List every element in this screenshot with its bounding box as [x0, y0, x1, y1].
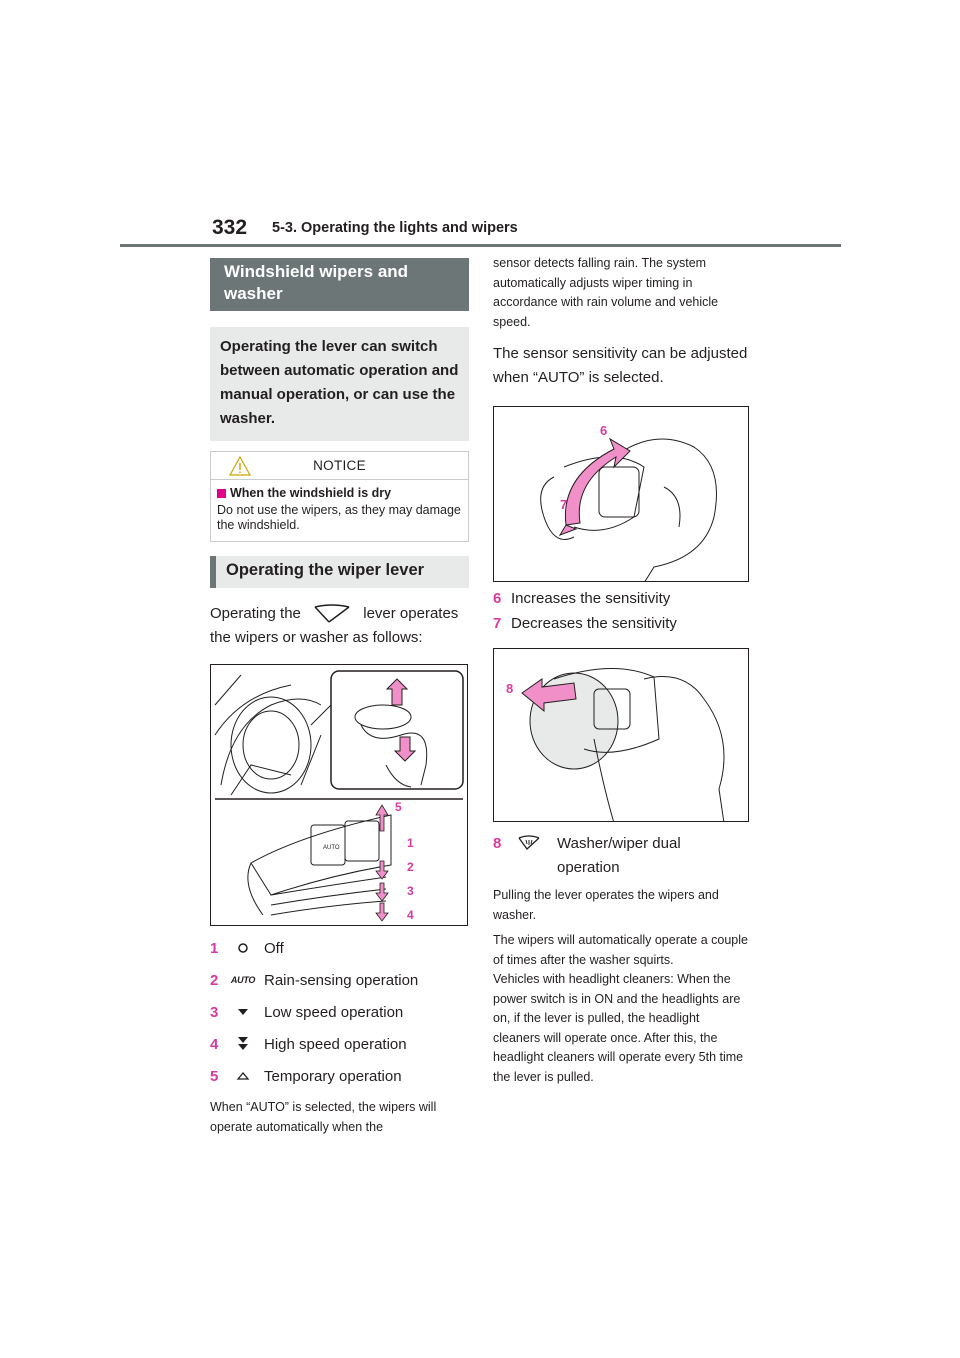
washer-figure	[493, 648, 749, 822]
list-item: 3 Low speed operation	[210, 1003, 404, 1021]
header-rule	[120, 244, 841, 247]
auto-operate-text: The wipers will automatically operate a couple of times after the washer squirts.	[493, 933, 748, 967]
page-number: 332	[212, 216, 248, 239]
main-heading: Windshield wipers and washer	[210, 258, 469, 311]
off-circle-icon	[228, 942, 258, 954]
list-item: 7 Decreases the sensitivity	[493, 615, 677, 632]
list-item-washer: 8 Washer/wiper dual operation	[493, 832, 749, 880]
list-item: 4 High speed operation	[210, 1035, 407, 1053]
intro-paragraph: Operating the lever operates the wipers or washer as follows:	[210, 605, 459, 646]
high-speed-icon	[228, 1036, 258, 1052]
sensitivity-figure	[493, 406, 749, 582]
list-item: 6 Increases the sensitivity	[493, 590, 671, 607]
page-header	[0, 0, 960, 250]
washer-wiper-icon	[511, 832, 547, 852]
sensitivity-paragraph: The sensor sensitivity can be adjusted when “AUTO” is selected.	[493, 345, 748, 386]
notice-label: NOTICE	[313, 458, 366, 473]
list-item: 2 AUTO Rain-sensing operation	[210, 971, 419, 989]
figure-label-2: 2	[407, 860, 414, 874]
wiper-icon	[309, 603, 355, 625]
figure-label-1: 1	[407, 836, 414, 850]
sensitivity-illustration	[494, 407, 749, 582]
sensitivity-list	[493, 586, 749, 636]
low-speed-icon	[228, 1007, 258, 1017]
mode-list	[210, 932, 469, 1092]
figure-label-4: 4	[407, 908, 414, 922]
notice-subtitle: When the windshield is dry	[230, 486, 392, 500]
figure-label-3: 3	[407, 884, 414, 898]
section-title: 5-3. Operating the lights and wipers	[272, 220, 518, 236]
figure-label-7: 7	[560, 497, 568, 512]
list-item: 5 Temporary operation	[210, 1067, 402, 1085]
washer-illustration	[494, 649, 749, 822]
warning-triangle-icon	[229, 456, 251, 476]
figure-label-8: 8	[506, 681, 514, 696]
left-column	[210, 258, 469, 1137]
auto-icon: AUTO	[230, 975, 256, 985]
list-item: 1 Off	[210, 939, 284, 957]
figure-label-5: 5	[395, 800, 402, 814]
auto-note-continued: sensor detects falling rain. The system automatically adjusts wiper timing in accordance with rain volume and vehicle speed.	[493, 256, 719, 329]
notice-box	[210, 451, 469, 542]
figure-label-6: 6	[600, 423, 608, 438]
bullet-square-icon	[217, 489, 226, 498]
right-column	[493, 254, 749, 1087]
pull-text: Pulling the lever operates the wipers and washer.	[493, 888, 719, 922]
headlight-cleaner-text: Vehicles with headlight cleaners: When the power switch is in ON and the headlights are on, if the lever is pulled, the headlight cleaners will operate once. After this, the headlight cleaners will operate every 5th time the lever is pulled.	[493, 972, 744, 1084]
temporary-icon	[228, 1071, 258, 1081]
lead-text: Operating the lever can switch between automatic operation and manual operation, or can use the washer.	[210, 327, 469, 441]
sub-heading: Operating the wiper lever	[210, 556, 469, 588]
notice-text: Do not use the wipers, as they may damage the windshield.	[217, 503, 461, 532]
auto-note: When “AUTO” is selected, the wipers will operate automatically when the	[210, 1100, 437, 1134]
wiper-lever-figure	[210, 664, 468, 926]
svg-text:AUTO: AUTO	[323, 845, 340, 851]
lever-illustration	[211, 665, 468, 926]
